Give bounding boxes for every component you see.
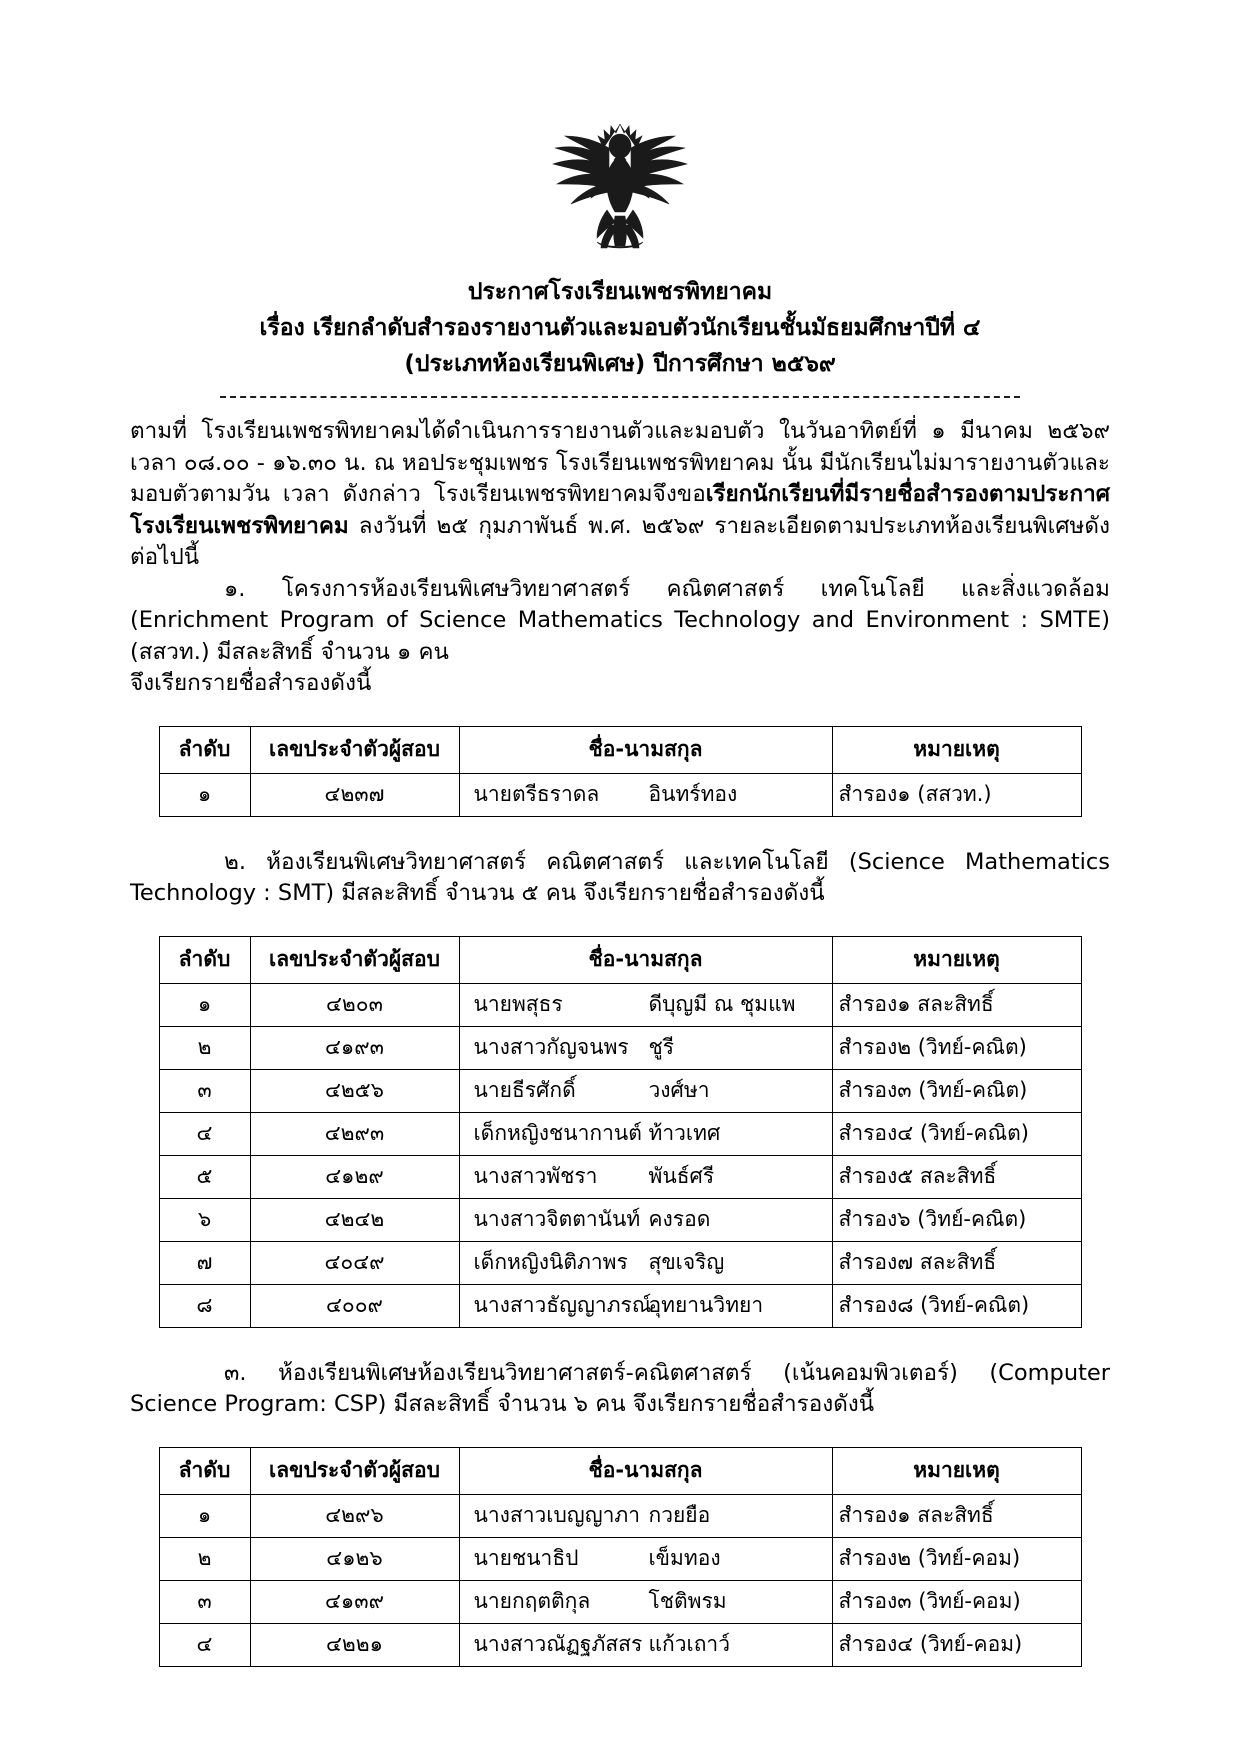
cell-first-name: นางสาวพัชรา	[473, 1164, 598, 1188]
cell-no: ๗	[159, 1241, 250, 1284]
cell-note: สำรอง๑ สละสิทธิ์	[832, 1494, 1081, 1537]
table-row	[159, 1241, 1081, 1284]
cell-name	[459, 1026, 832, 1069]
cell-name	[459, 1198, 832, 1241]
cell-exam-no: ๔๒๔๒	[250, 1198, 459, 1241]
document-subject-line-2: (ประเภทห้องเรียนพิเศษ) ปีการศึกษา ๒๕๖๙	[404, 351, 836, 377]
cell-last-name: ท้าวเทศ	[648, 1121, 721, 1145]
table-smte	[159, 726, 1082, 817]
cell-last-name: กวยยือ	[648, 1503, 711, 1527]
cell-last-name: แก้วเถาว์	[648, 1632, 731, 1656]
cell-first-name: นางสาวธัญญาภรณ์	[473, 1293, 652, 1317]
garuda-emblem	[545, 116, 695, 256]
intro-paragraph	[130, 416, 1110, 574]
cell-last-name: วงศ์ษา	[648, 1078, 710, 1102]
column-header-name: ชื่อ-นามสกุล	[459, 936, 832, 983]
cell-last-name: ชูรี	[648, 1035, 675, 1059]
cell-note: สำรอง๑ สละสิทธิ์	[832, 983, 1081, 1026]
cell-note: สำรอง๘ (วิทย์-คณิต)	[832, 1284, 1081, 1327]
cell-last-name: พันธ์ศรี	[648, 1164, 715, 1188]
cell-last-name: ดีบุญมี ณ ชุมแพ	[648, 992, 796, 1016]
intro-paragraph-part2: ลงวันที่ ๒๕ กุมภาพันธ์ พ.ศ. ๒๕๖๙ รายละเอียดตามประเภทห้องเรียนพิเศษดังต่อไปนี้	[130, 512, 1110, 570]
cell-last-name: คงรอด	[648, 1207, 711, 1231]
cell-no: ๒	[159, 1026, 250, 1069]
cell-name	[459, 1112, 832, 1155]
cell-name	[459, 1069, 832, 1112]
cell-last-name: เข็มทอง	[648, 1546, 721, 1570]
table-row	[159, 1537, 1081, 1580]
cell-exam-no: ๔๒๓๗	[250, 773, 459, 816]
cell-last-name: โชติพรม	[648, 1589, 727, 1613]
cell-exam-no: ๔๒๙๖	[250, 1494, 459, 1537]
cell-first-name: นางสาวเบญญาภา	[473, 1503, 641, 1527]
column-header-exam-no: เลขประจำตัวผู้สอบ	[250, 936, 459, 983]
cell-first-name: นางสาวจิตตานันท์	[473, 1207, 641, 1231]
cell-first-name: นางสาวณัฏฐภัสสร	[473, 1632, 643, 1656]
cell-name	[459, 1155, 832, 1198]
cell-first-name: นางสาวกัญจนพร	[473, 1035, 629, 1059]
cell-no: ๖	[159, 1198, 250, 1241]
cell-last-name: อินทร์ทอง	[648, 782, 738, 806]
cell-last-name: อุทยานวิทยา	[648, 1293, 764, 1317]
intro-paragraph-part1: ตามที่ โรงเรียนเพชรพิทยาคมได้ดำเนินการรายงานตัวและมอบตัว ในวันอาทิตย์ที่ ๑ มีนาคม ๒๕๖๙ เวลา ๐๘.๐๐ - ๑๖.๓๐ น. ณ หอประชุมเพชร โรงเรียนเพชรพิทยาคม นั้น มีนักเรียนไม่มารายงานตัวและมอบตัวตามวัน เวลา ดังกล่าว โรงเรียนเพชรพิทยาคมจึงขอ	[130, 418, 1110, 507]
table-row	[159, 1026, 1081, 1069]
table-row	[159, 773, 1081, 816]
table-row	[159, 1580, 1081, 1623]
cell-name	[459, 1580, 832, 1623]
column-header-note: หมายเหตุ	[832, 726, 1081, 773]
cell-name	[459, 1494, 832, 1537]
table-row	[159, 1069, 1081, 1112]
cell-name	[459, 1284, 832, 1327]
cell-no: ๔	[159, 1112, 250, 1155]
cell-exam-no: ๔๒๒๑	[250, 1623, 459, 1666]
cell-exam-no: ๔๑๒๖	[250, 1537, 459, 1580]
column-header-name: ชื่อ-นามสกุล	[459, 726, 832, 773]
cell-first-name: นายพสุธร	[473, 992, 563, 1016]
intro-paragraph-bold: เรียกนักเรียนที่มีรายชื่อสำรองตามประกาศโรงเรียนเพชรพิทยาคม	[130, 481, 1110, 539]
cell-note: สำรอง๒ (วิทย์-คอม)	[832, 1537, 1081, 1580]
cell-no: ๑	[159, 1494, 250, 1537]
cell-no: ๑	[159, 773, 250, 816]
cell-exam-no: ๔๒๕๖	[250, 1069, 459, 1112]
cell-no: ๑	[159, 983, 250, 1026]
table-row	[159, 1494, 1081, 1537]
cell-exam-no: ๔๒๐๓	[250, 983, 459, 1026]
cell-name	[459, 773, 832, 816]
divider	[220, 396, 1020, 398]
cell-first-name: เด็กหญิงนิติภาพร	[473, 1250, 628, 1274]
table-header-row	[159, 1447, 1081, 1494]
table-row	[159, 1155, 1081, 1198]
page-title: ประกาศโรงเรียนเพชรพิทยาคม	[467, 279, 773, 305]
column-header-name: ชื่อ-นามสกุล	[459, 1447, 832, 1494]
cell-note: สำรอง๖ (วิทย์-คณิต)	[832, 1198, 1081, 1241]
cell-exam-no: ๔๑๙๓	[250, 1026, 459, 1069]
cell-name	[459, 1623, 832, 1666]
cell-note: สำรอง๔ (วิทย์-คณิต)	[832, 1112, 1081, 1155]
column-header-exam-no: เลขประจำตัวผู้สอบ	[250, 726, 459, 773]
cell-note: สำรอง๗ สละสิทธิ์	[832, 1241, 1081, 1284]
column-header-note: หมายเหตุ	[832, 1447, 1081, 1494]
table-row	[159, 1284, 1081, 1327]
column-header-no: ลำดับ	[159, 936, 250, 983]
table-row	[159, 983, 1081, 1026]
cell-first-name: นายตรีธราดล	[473, 782, 600, 806]
table-row	[159, 1198, 1081, 1241]
cell-note: สำรอง๓ (วิทย์-คอม)	[832, 1580, 1081, 1623]
body-text	[130, 416, 1110, 574]
cell-no: ๓	[159, 1069, 250, 1112]
table-csp	[159, 1447, 1082, 1667]
section-smte-tail: จึงเรียกรายชื่อสำรองดังนี้	[130, 670, 372, 696]
emblem-container	[130, 0, 1110, 256]
cell-first-name: นายชนาธิป	[473, 1546, 579, 1570]
cell-note: สำรอง๑ (สสวท.)	[832, 773, 1081, 816]
cell-first-name: เด็กหญิงชนากานต์	[473, 1121, 642, 1145]
cell-exam-no: ๔๒๙๓	[250, 1112, 459, 1155]
cell-no: ๒	[159, 1537, 250, 1580]
cell-last-name: สุขเจริญ	[648, 1250, 725, 1274]
cell-first-name: นายกฤตติกุล	[473, 1589, 591, 1613]
table-header-row	[159, 726, 1081, 773]
cell-first-name: นายธีรศักดิ์	[473, 1078, 576, 1102]
cell-no: ๕	[159, 1155, 250, 1198]
table-smt-body	[159, 983, 1081, 1327]
column-header-exam-no: เลขประจำตัวผู้สอบ	[250, 1447, 459, 1494]
table-csp-body	[159, 1494, 1081, 1666]
column-header-no: ลำดับ	[159, 726, 250, 773]
column-header-note: หมายเหตุ	[832, 936, 1081, 983]
table-smt	[159, 936, 1082, 1328]
document-subject-line-1: เรื่อง เรียกลำดับสำรองรายงานตัวและมอบตัวนักเรียนชั้นมัธยมศึกษาปีที่ ๔	[259, 315, 981, 341]
cell-note: สำรอง๕ สละสิทธิ์	[832, 1155, 1081, 1198]
cell-exam-no: ๔๐๐๙	[250, 1284, 459, 1327]
cell-exam-no: ๔๑๓๙	[250, 1580, 459, 1623]
cell-note: สำรอง๓ (วิทย์-คณิต)	[832, 1069, 1081, 1112]
cell-name	[459, 983, 832, 1026]
cell-no: ๘	[159, 1284, 250, 1327]
cell-note: สำรอง๔ (วิทย์-คอม)	[832, 1623, 1081, 1666]
cell-no: ๔	[159, 1623, 250, 1666]
table-row	[159, 1623, 1081, 1666]
section-smte-text: ๑. โครงการห้องเรียนพิเศษวิทยาศาสตร์ คณิตศาสตร์ เทคโนโลยี และสิ่งแวดล้อม (Enrichment Program of Science Mathematics Technology and Environment : SMTE) (สสวท.) มีสละสิทธิ์ จำนวน ๑ คน	[130, 575, 1110, 665]
column-header-no: ลำดับ	[159, 1447, 250, 1494]
cell-no: ๓	[159, 1580, 250, 1623]
cell-note: สำรอง๒ (วิทย์-คณิต)	[832, 1026, 1081, 1069]
table-row	[159, 1112, 1081, 1155]
table-header-row	[159, 936, 1081, 983]
section-smt-text: ๒. ห้องเรียนพิเศษวิทยาศาสตร์ คณิตศาสตร์ และเทคโนโลยี (Science Mathematics Technology : SMT) มีสละสิทธิ์ จำนวน ๕ คน จึงเรียกรายชื่อสำรองดังนี้	[130, 848, 1110, 906]
cell-exam-no: ๔๑๒๙	[250, 1155, 459, 1198]
cell-name	[459, 1241, 832, 1284]
cell-exam-no: ๔๐๔๙	[250, 1241, 459, 1284]
section-csp-text: ๓. ห้องเรียนพิเศษห้องเรียนวิทยาศาสตร์-คณิตศาสตร์ (เน้นคอมพิวเตอร์) (Computer Science Program: CSP) มีสละสิทธิ์ จำนวน ๖ คน จึงเรียกรายชื่อสำรองดังนี้	[130, 1359, 1110, 1417]
cell-name	[459, 1537, 832, 1580]
